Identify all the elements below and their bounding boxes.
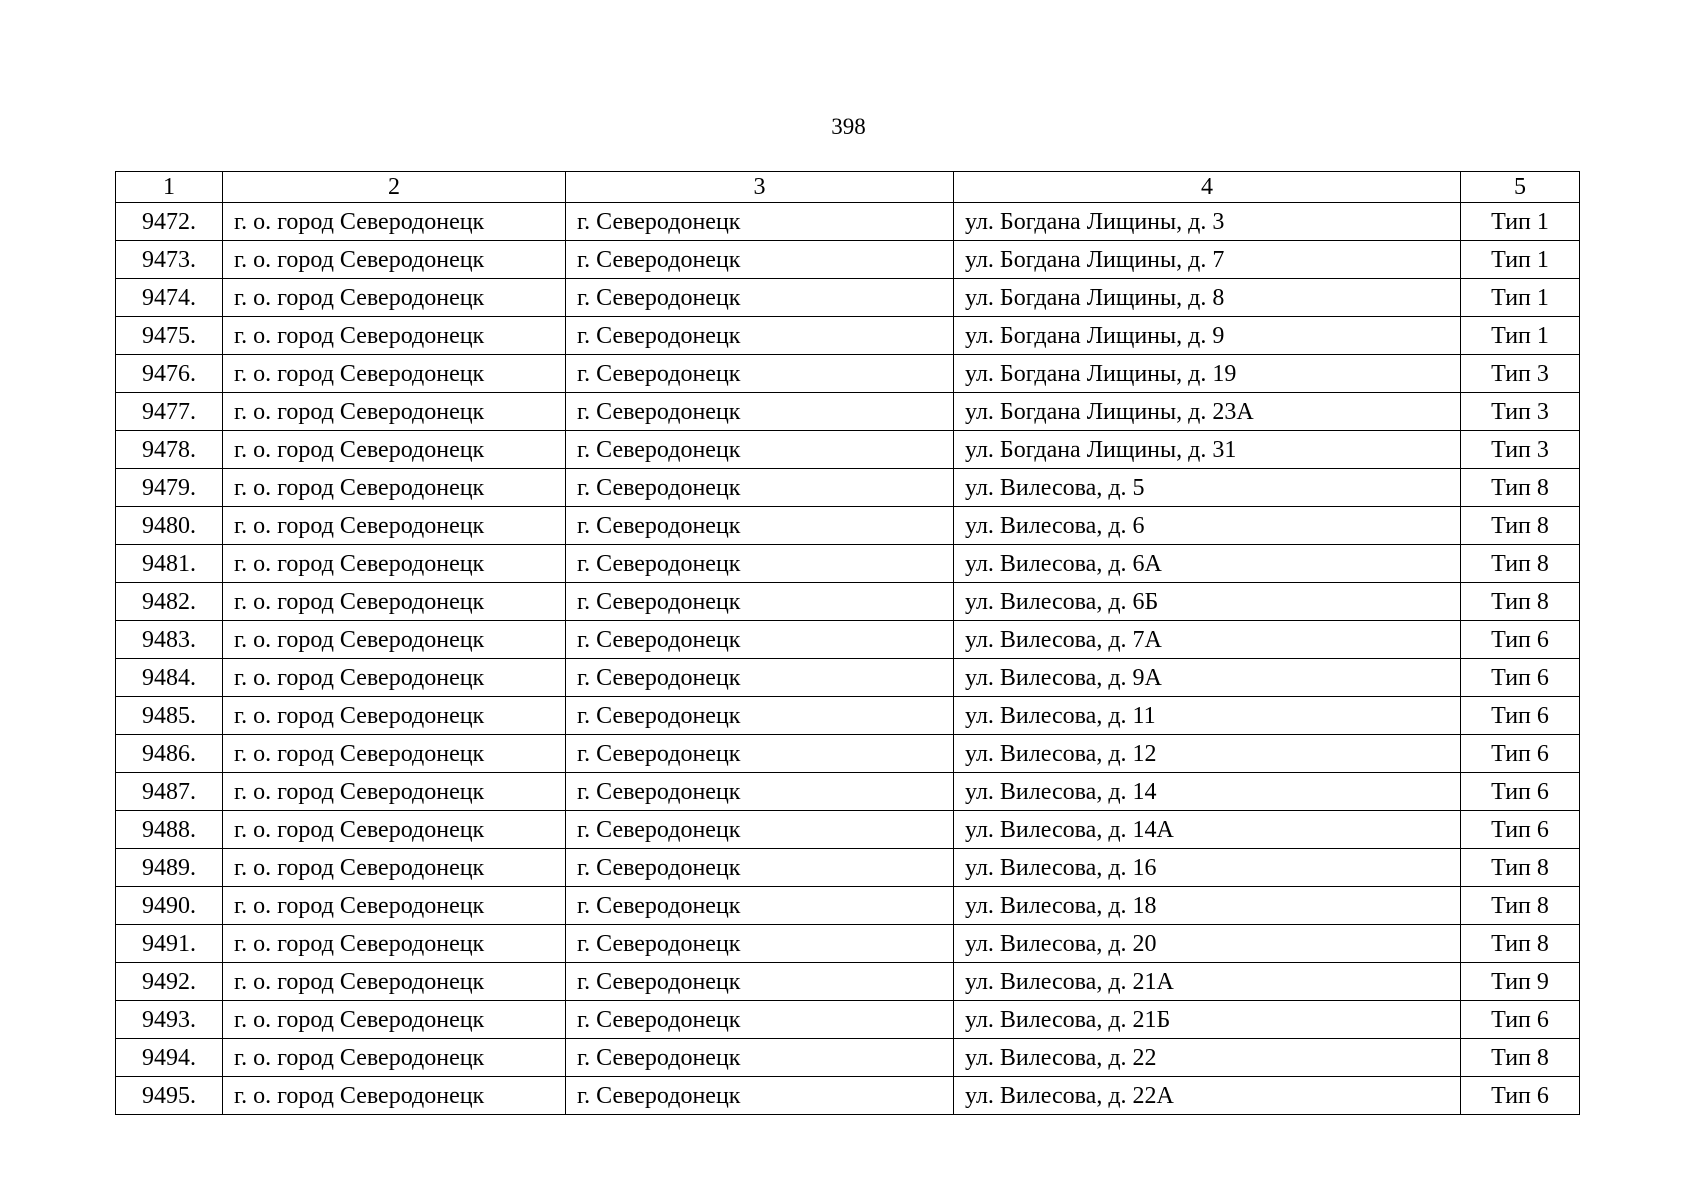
table-row xyxy=(116,811,1580,849)
row-number-cell: 9479. xyxy=(116,469,223,507)
municipality-cell: г. о. город Северодонецк xyxy=(223,431,566,469)
address-cell: ул. Вилесова, д. 22 xyxy=(954,1039,1461,1077)
municipality-cell: г. о. город Северодонецк xyxy=(223,355,566,393)
table-row xyxy=(116,317,1580,355)
row-number-cell: 9491. xyxy=(116,925,223,963)
settlement-cell: г. Северодонецк xyxy=(566,393,954,431)
row-number-cell: 9488. xyxy=(116,811,223,849)
table-row xyxy=(116,241,1580,279)
settlement-cell: г. Северодонецк xyxy=(566,735,954,773)
address-cell: ул. Вилесова, д. 14А xyxy=(954,811,1461,849)
address-cell: ул. Богдана Лищины, д. 7 xyxy=(954,241,1461,279)
type-cell: Тип 1 xyxy=(1461,317,1580,355)
row-number-cell: 9481. xyxy=(116,545,223,583)
type-cell: Тип 6 xyxy=(1461,773,1580,811)
column-number-2: 2 xyxy=(223,172,566,203)
type-cell: Тип 1 xyxy=(1461,279,1580,317)
row-number-cell: 9484. xyxy=(116,659,223,697)
row-number-cell: 9493. xyxy=(116,1001,223,1039)
type-cell: Тип 8 xyxy=(1461,545,1580,583)
table-row xyxy=(116,507,1580,545)
table-row xyxy=(116,659,1580,697)
type-cell: Тип 8 xyxy=(1461,887,1580,925)
address-cell: ул. Вилесова, д. 20 xyxy=(954,925,1461,963)
type-cell: Тип 3 xyxy=(1461,431,1580,469)
row-number-cell: 9486. xyxy=(116,735,223,773)
table-row xyxy=(116,849,1580,887)
municipality-cell: г. о. город Северодонецк xyxy=(223,545,566,583)
municipality-cell: г. о. город Северодонецк xyxy=(223,279,566,317)
row-number-cell: 9478. xyxy=(116,431,223,469)
address-cell: ул. Богдана Лищины, д. 23А xyxy=(954,393,1461,431)
type-cell: Тип 6 xyxy=(1461,1077,1580,1115)
type-cell: Тип 9 xyxy=(1461,963,1580,1001)
municipality-cell: г. о. город Северодонецк xyxy=(223,583,566,621)
type-cell: Тип 6 xyxy=(1461,811,1580,849)
row-number-cell: 9495. xyxy=(116,1077,223,1115)
table-row xyxy=(116,735,1580,773)
address-cell: ул. Вилесова, д. 6А xyxy=(954,545,1461,583)
settlement-cell: г. Северодонецк xyxy=(566,355,954,393)
table-row xyxy=(116,393,1580,431)
settlement-cell: г. Северодонецк xyxy=(566,1001,954,1039)
municipality-cell: г. о. город Северодонецк xyxy=(223,1077,566,1115)
table-row xyxy=(116,1077,1580,1115)
municipality-cell: г. о. город Северодонецк xyxy=(223,203,566,241)
settlement-cell: г. Северодонецк xyxy=(566,1077,954,1115)
column-number-4: 4 xyxy=(954,172,1461,203)
column-number-5: 5 xyxy=(1461,172,1580,203)
address-cell: ул. Вилесова, д. 22А xyxy=(954,1077,1461,1115)
row-number-cell: 9480. xyxy=(116,507,223,545)
row-number-cell: 9487. xyxy=(116,773,223,811)
municipality-cell: г. о. город Северодонецк xyxy=(223,621,566,659)
row-number-cell: 9476. xyxy=(116,355,223,393)
row-number-cell: 9483. xyxy=(116,621,223,659)
municipality-cell: г. о. город Северодонецк xyxy=(223,849,566,887)
table-row xyxy=(116,1001,1580,1039)
settlement-cell: г. Северодонецк xyxy=(566,241,954,279)
settlement-cell: г. Северодонецк xyxy=(566,849,954,887)
address-cell: ул. Вилесова, д. 21Б xyxy=(954,1001,1461,1039)
type-cell: Тип 6 xyxy=(1461,1001,1580,1039)
type-cell: Тип 1 xyxy=(1461,203,1580,241)
type-cell: Тип 3 xyxy=(1461,393,1580,431)
settlement-cell: г. Северодонецк xyxy=(566,545,954,583)
address-cell: ул. Вилесова, д. 6Б xyxy=(954,583,1461,621)
settlement-cell: г. Северодонецк xyxy=(566,811,954,849)
municipality-cell: г. о. город Северодонецк xyxy=(223,773,566,811)
municipality-cell: г. о. город Северодонецк xyxy=(223,659,566,697)
municipality-cell: г. о. город Северодонецк xyxy=(223,241,566,279)
row-number-cell: 9494. xyxy=(116,1039,223,1077)
row-number-cell: 9485. xyxy=(116,697,223,735)
table-row xyxy=(116,545,1580,583)
municipality-cell: г. о. город Северодонецк xyxy=(223,735,566,773)
address-cell: ул. Вилесова, д. 5 xyxy=(954,469,1461,507)
type-cell: Тип 3 xyxy=(1461,355,1580,393)
address-cell: ул. Вилесова, д. 21А xyxy=(954,963,1461,1001)
table-row xyxy=(116,621,1580,659)
address-cell: ул. Вилесова, д. 16 xyxy=(954,849,1461,887)
row-number-cell: 9473. xyxy=(116,241,223,279)
row-number-cell: 9482. xyxy=(116,583,223,621)
address-cell: ул. Вилесова, д. 14 xyxy=(954,773,1461,811)
municipality-cell: г. о. город Северодонецк xyxy=(223,507,566,545)
settlement-cell: г. Северодонецк xyxy=(566,317,954,355)
municipality-cell: г. о. город Северодонецк xyxy=(223,469,566,507)
table-body xyxy=(116,172,1580,1115)
address-cell: ул. Вилесова, д. 7А xyxy=(954,621,1461,659)
address-cell: ул. Вилесова, д. 11 xyxy=(954,697,1461,735)
row-number-cell: 9475. xyxy=(116,317,223,355)
table-row xyxy=(116,963,1580,1001)
row-number-cell: 9492. xyxy=(116,963,223,1001)
table-row xyxy=(116,697,1580,735)
page-number: 398 xyxy=(831,114,866,139)
settlement-cell: г. Северодонецк xyxy=(566,203,954,241)
settlement-cell: г. Северодонецк xyxy=(566,659,954,697)
settlement-cell: г. Северодонецк xyxy=(566,887,954,925)
type-cell: Тип 6 xyxy=(1461,621,1580,659)
address-cell: ул. Вилесова, д. 12 xyxy=(954,735,1461,773)
table-row xyxy=(116,279,1580,317)
type-cell: Тип 1 xyxy=(1461,241,1580,279)
settlement-cell: г. Северодонецк xyxy=(566,279,954,317)
column-number-header-row xyxy=(116,172,1580,203)
type-cell: Тип 8 xyxy=(1461,507,1580,545)
settlement-cell: г. Северодонецк xyxy=(566,507,954,545)
table-row xyxy=(116,431,1580,469)
municipality-cell: г. о. город Северодонецк xyxy=(223,697,566,735)
settlement-cell: г. Северодонецк xyxy=(566,773,954,811)
address-cell: ул. Богдана Лищины, д. 8 xyxy=(954,279,1461,317)
address-cell: ул. Вилесова, д. 6 xyxy=(954,507,1461,545)
type-cell: Тип 6 xyxy=(1461,659,1580,697)
municipality-cell: г. о. город Северодонецк xyxy=(223,317,566,355)
row-number-cell: 9474. xyxy=(116,279,223,317)
type-cell: Тип 6 xyxy=(1461,697,1580,735)
municipality-cell: г. о. город Северодонецк xyxy=(223,393,566,431)
settlement-cell: г. Северодонецк xyxy=(566,697,954,735)
type-cell: Тип 8 xyxy=(1461,1039,1580,1077)
table-row xyxy=(116,355,1580,393)
type-cell: Тип 8 xyxy=(1461,469,1580,507)
address-table xyxy=(115,171,1580,1115)
municipality-cell: г. о. город Северодонецк xyxy=(223,887,566,925)
row-number-cell: 9477. xyxy=(116,393,223,431)
table-row xyxy=(116,887,1580,925)
type-cell: Тип 8 xyxy=(1461,925,1580,963)
settlement-cell: г. Северодонецк xyxy=(566,925,954,963)
address-cell: ул. Богдана Лищины, д. 9 xyxy=(954,317,1461,355)
settlement-cell: г. Северодонецк xyxy=(566,621,954,659)
row-number-cell: 9489. xyxy=(116,849,223,887)
municipality-cell: г. о. город Северодонецк xyxy=(223,811,566,849)
type-cell: Тип 6 xyxy=(1461,735,1580,773)
address-cell: ул. Вилесова, д. 18 xyxy=(954,887,1461,925)
column-number-3: 3 xyxy=(566,172,954,203)
municipality-cell: г. о. город Северодонецк xyxy=(223,1039,566,1077)
settlement-cell: г. Северодонецк xyxy=(566,431,954,469)
municipality-cell: г. о. город Северодонецк xyxy=(223,963,566,1001)
row-number-cell: 9490. xyxy=(116,887,223,925)
table-row xyxy=(116,773,1580,811)
address-cell: ул. Богдана Лищины, д. 3 xyxy=(954,203,1461,241)
type-cell: Тип 8 xyxy=(1461,583,1580,621)
municipality-cell: г. о. город Северодонецк xyxy=(223,925,566,963)
table-row xyxy=(116,925,1580,963)
table-row xyxy=(116,583,1580,621)
settlement-cell: г. Северодонецк xyxy=(566,469,954,507)
address-cell: ул. Богдана Лищины, д. 31 xyxy=(954,431,1461,469)
column-number-1: 1 xyxy=(116,172,223,203)
row-number-cell: 9472. xyxy=(116,203,223,241)
table-row xyxy=(116,1039,1580,1077)
settlement-cell: г. Северодонецк xyxy=(566,583,954,621)
address-cell: ул. Вилесова, д. 9А xyxy=(954,659,1461,697)
type-cell: Тип 8 xyxy=(1461,849,1580,887)
address-cell: ул. Богдана Лищины, д. 19 xyxy=(954,355,1461,393)
table-row xyxy=(116,469,1580,507)
settlement-cell: г. Северодонецк xyxy=(566,1039,954,1077)
settlement-cell: г. Северодонецк xyxy=(566,963,954,1001)
table-row xyxy=(116,203,1580,241)
municipality-cell: г. о. город Северодонецк xyxy=(223,1001,566,1039)
